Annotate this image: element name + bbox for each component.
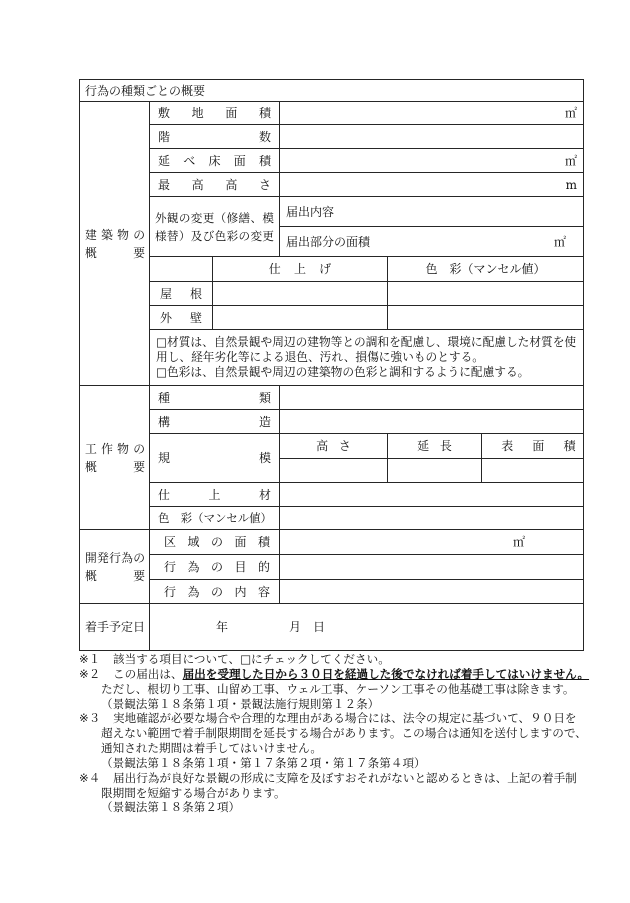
exterior-change-label-line-2: 様替）及び色彩の変更 (155, 228, 274, 243)
structure-scale-label: 規模 (150, 434, 280, 483)
footnote-3 (79, 711, 619, 726)
structure-finish-material-field (280, 483, 584, 507)
roof-color-field (388, 282, 584, 306)
finish-header (213, 257, 388, 282)
building-section-label-line-1: 建築物の (85, 227, 145, 242)
footnote-4-continuation: 限期間を短縮する場合があります。 (101, 785, 286, 800)
footnote-mark: ※２ (79, 666, 101, 681)
structure-construction-label: 構造 (150, 410, 280, 434)
footnote-4-reference: （景観法第１８条第２項） (101, 800, 241, 815)
total-floor-area-label: 延べ床面積 (150, 149, 280, 173)
development-section-label-line-1: 開発行為の (85, 550, 145, 565)
structure-section-label-line-1: 工作物の (85, 441, 145, 456)
footnote-text: 実地確認が必要な場合や合理的な理由がある場合には、法令の規定に基づいて、９０日を (113, 711, 577, 726)
structure-type-field (280, 386, 584, 410)
start-date-label: 着手予定日 (80, 604, 150, 651)
wall-label: 外壁 (150, 306, 213, 330)
exterior-change-label-line-1: 外観の変更（修繕、模 (155, 210, 274, 225)
development-section-label-box (85, 549, 145, 585)
scale-height-field (280, 459, 388, 483)
footnote-text: 届出行為が良好な景観の形成に支障を及ぼすおそれがないと認めるときは、上記の着手制 (113, 770, 577, 785)
development-section-label-line-2: 概要 (85, 568, 145, 583)
scale-surface-area-header (482, 434, 595, 459)
finish-table-corner (150, 257, 213, 282)
start-date-month: 月 (289, 620, 302, 634)
structure-color-field (280, 507, 584, 530)
color-header (388, 257, 584, 282)
floors-label: 階数 (150, 125, 280, 149)
total-floor-area-field (280, 149, 584, 173)
notification-area-label: 届出部分の面積 (286, 234, 371, 249)
site-area-label: 敷地面積 (150, 102, 280, 125)
floors-field (280, 125, 584, 149)
footnote-1 (79, 652, 619, 667)
notification-area-field (280, 227, 584, 257)
footnote-3-continuation: 超えない範囲で着手制限期間を延長する場合があります。この場合は通知を送付しますので、 (101, 726, 587, 741)
notification-content-field (280, 197, 584, 227)
structure-construction-field (280, 410, 584, 434)
scale-height-header (280, 434, 388, 459)
color-header-text: 色 彩（マンセル値） (425, 262, 546, 276)
development-section-label (80, 530, 150, 604)
form-title: 行為の種類ごとの概要 (80, 80, 584, 102)
development-purpose-field (280, 555, 584, 580)
scale-length-header-text: 延長 (417, 439, 463, 453)
footnote-4 (79, 771, 619, 786)
max-height-unit: m (565, 177, 578, 192)
footnote-mark: ※３ (79, 711, 101, 726)
footnote-mark: ※１ (79, 652, 101, 666)
footnote-text: 該当する項目について、□にチェックしてください。 (113, 652, 390, 666)
development-area-field (280, 530, 584, 555)
max-height-label: 最高高さ (150, 173, 280, 197)
structure-type-label: 種類 (150, 386, 280, 410)
scale-height-header-text: 高さ (316, 439, 362, 453)
structure-section-label-box (85, 440, 145, 476)
structure-section-label (80, 386, 150, 530)
building-section-label-box (85, 226, 145, 262)
development-content-field (280, 580, 584, 604)
scale-surface-area-header-text: 表面積 (501, 439, 595, 453)
scale-length-field (388, 459, 482, 483)
building-section-label-line-2: 概要 (85, 245, 145, 260)
building-note-line: □材質は、自然景観や周辺の建物等との調和を配慮し、環境に配慮した材質を使 (156, 335, 577, 349)
scale-surface-area-field (482, 459, 584, 483)
exterior-change-label (150, 197, 280, 257)
building-note-line: □色彩は、自然景観や周辺の建築物の色彩と調和するように配慮する。 (156, 365, 530, 379)
footnote-2-reference: （景観法第１８条第１項・景観法施行規則第１２条） (101, 696, 380, 711)
site-area-field (280, 102, 584, 125)
start-date-day: 日 (313, 620, 326, 634)
development-area-unit: ㎡ (513, 535, 526, 549)
footnote-3-reference: （景観法第１８条第１項・第１７条第２項・第１７条第４項） (101, 755, 426, 770)
scale-length-header (388, 434, 482, 459)
footnotes (79, 652, 619, 815)
development-purpose-label: 行為の目的 (150, 555, 280, 580)
footnote-emphasis: 届出を受理した日から３０日を経過した後でなければ着手してはいけません。 (182, 666, 590, 681)
building-notes (150, 330, 584, 386)
structure-finish-material-label: 仕上材 (150, 483, 280, 507)
max-height-field (280, 173, 584, 197)
notification-area-row (286, 235, 583, 249)
building-section-label (80, 102, 150, 386)
development-area-label: 区域の面積 (150, 530, 280, 555)
start-date-year: 年 (216, 620, 229, 634)
footnote-mark: ※４ (79, 770, 101, 785)
development-content-label: 行為の内容 (150, 580, 280, 604)
footnote-2-continuation: ただし、根切り工事、山留め工事、ウェル工事、ケーソン工事その他基礎工事は除きます。 (101, 681, 575, 696)
notification-content-label: 届出内容 (286, 204, 335, 219)
activity-overview-form (79, 79, 595, 651)
building-note-line: 用し、経年劣化等による退色、汚れ、損傷に強いものとする。 (156, 350, 484, 364)
footnote-2 (79, 667, 619, 682)
footnote-3-continuation: 通知された期間は着手してはいけません。 (101, 741, 322, 756)
site-area-unit: ㎡ (565, 106, 578, 120)
wall-finish-field (213, 306, 388, 330)
footnote-text: この届出は、 (113, 666, 183, 681)
roof-label: 屋根 (150, 282, 213, 306)
start-date-field (150, 604, 584, 651)
finish-header-text: 仕上げ (268, 262, 345, 276)
notification-area-unit: ㎡ (554, 234, 567, 249)
structure-color-label: 色 彩（マンセル値） (150, 507, 280, 530)
total-floor-area-unit: ㎡ (565, 153, 578, 168)
roof-finish-field (213, 282, 388, 306)
structure-section-label-line-2: 概要 (85, 459, 145, 474)
wall-color-field (388, 306, 584, 330)
